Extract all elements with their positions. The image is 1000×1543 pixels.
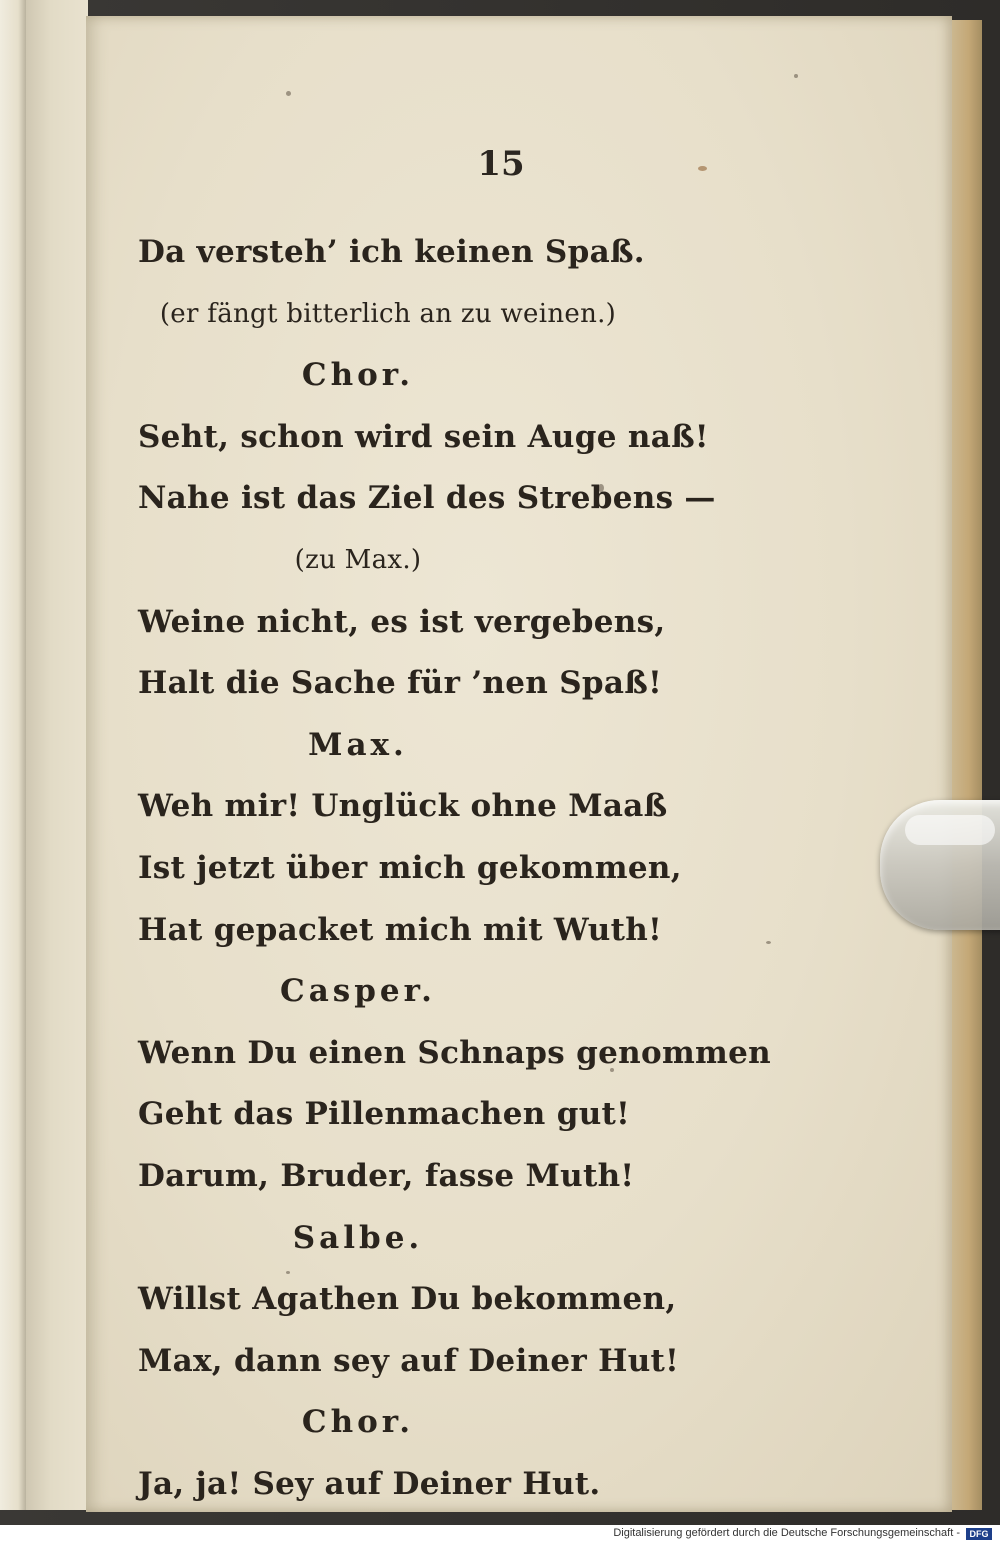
paper-speck <box>286 91 291 96</box>
verse-line: Ist jetzt über mich gekommen, <box>138 849 682 886</box>
verse-line: Weh mir! Unglück ohne Maaß <box>138 788 668 825</box>
verse-line: Max, dann sey auf Deiner Hut! <box>138 1342 680 1379</box>
verse-line: Da versteh’ ich keinen Spaß. <box>138 234 645 270</box>
verse-line: Ja, ja! Sey auf Deiner Hut. <box>138 1465 601 1502</box>
page-number: 15 <box>477 144 525 184</box>
verse-text-block <box>138 222 898 1515</box>
clip-highlight <box>905 815 995 845</box>
verse-line: Seht, schon wird sein Auge naß! <box>138 418 709 455</box>
verse-line: Nahe ist das Ziel des Strebens — <box>138 480 716 517</box>
verse-line: Wenn Du einen Schnaps genommen <box>138 1034 772 1071</box>
left-page-gutter <box>26 0 88 1510</box>
verse-line: Hat gepacket mich mit Wuth! <box>138 911 662 948</box>
speaker-name: Max. <box>308 726 408 763</box>
verse-line: Willst Agathen Du bekommen, <box>138 1281 677 1318</box>
speaker-name: Casper. <box>280 973 436 1010</box>
verse-line: Weine nicht, es ist vergebens, <box>138 603 666 640</box>
verse-line: Geht das Pillenmachen gut! <box>138 1096 631 1133</box>
paper-speck <box>794 74 798 78</box>
stage-direction: (zu Max.) <box>294 544 422 575</box>
speaker-name: Chor. <box>301 1404 415 1441</box>
verse-line: Halt die Sache für ’nen Spaß! <box>138 665 663 702</box>
stage-direction: (er fängt bitterlich an zu weinen.) <box>159 298 617 329</box>
speaker-name: Chor. <box>301 357 415 394</box>
book-cover-edge <box>948 20 982 1510</box>
dfg-logo-icon: DFG <box>966 1528 992 1540</box>
book-page <box>86 16 952 1512</box>
verse-line: Darum, Bruder, fasse Muth! <box>138 1157 635 1194</box>
left-page-edge <box>0 0 26 1510</box>
speaker-name: Salbe. <box>292 1219 424 1256</box>
funding-credit: Digitalisierung gefördert durch die Deutsche Forschungsgemeinschaft - <box>613 1527 960 1539</box>
